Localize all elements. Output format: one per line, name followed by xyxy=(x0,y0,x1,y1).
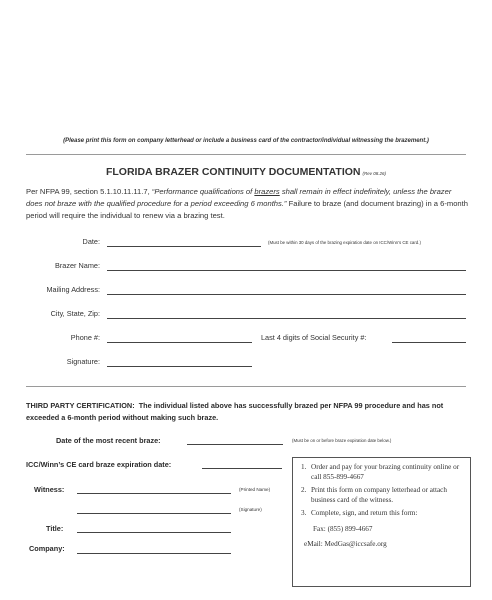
third-party-heading: THIRD PARTY CERTIFICATION: xyxy=(26,401,135,410)
intro-paragraph xyxy=(26,186,468,222)
quote-start: “Performance qualifications of xyxy=(151,187,255,196)
signature-label: Signature: xyxy=(66,357,100,366)
ssn-field[interactable] xyxy=(392,342,466,343)
signature-note: (Signature) xyxy=(239,507,262,512)
form-title-text: FLORIDA BRAZER CONTINUITY DOCUMENTATION xyxy=(105,166,361,178)
step-text: Order and pay for your brazing continuity online or call 855-899-4667 xyxy=(311,463,460,481)
witness-signature-field[interactable] xyxy=(77,513,231,514)
company-label: Company: xyxy=(29,544,65,553)
brazer-name-label: Brazer Name: xyxy=(54,261,100,270)
instruction-step-2 xyxy=(301,486,461,505)
revision-label: (Rev 08.26) xyxy=(362,171,387,176)
witness-label: Witness: xyxy=(34,485,65,494)
city-state-zip-label: City, State, Zip: xyxy=(50,309,100,318)
step-number: 2. xyxy=(301,486,307,494)
company-field[interactable] xyxy=(77,553,231,554)
fax-number: Fax: (855) 899-4667 xyxy=(313,525,373,533)
mailing-address-field[interactable] xyxy=(107,294,466,295)
brazer-name-field[interactable] xyxy=(107,270,466,271)
mailing-address-label: Mailing Address: xyxy=(46,285,100,294)
step-number: 3. xyxy=(301,509,307,517)
instruction-step-3 xyxy=(301,509,461,519)
intro-suffix: Failure to braze (and document brazing) in a 6-month period will require the individual to renew via a brazing test. xyxy=(26,199,468,220)
intro-prefix: Per NFPA 99, section 5.1.10.11.11.7, xyxy=(26,187,152,196)
date-label: Date: xyxy=(82,237,100,246)
ssn-label: Last 4 digits of Social Security #: xyxy=(261,333,367,342)
instructions-box xyxy=(292,457,471,587)
form-title xyxy=(0,166,492,178)
letterhead-note: (Please print this form on company letterhead or include a business card of the contractor/individual witnessing the brazement.) xyxy=(63,138,429,144)
step-text: Print this form on company letterhead or attach business card of the witness. xyxy=(311,486,447,504)
date-field[interactable] xyxy=(107,246,261,247)
section-divider xyxy=(26,386,466,387)
quote-underlined-word: brazers xyxy=(254,187,280,196)
title-field[interactable] xyxy=(77,532,231,533)
top-divider xyxy=(26,154,466,155)
printed-name-note: (Printed Name) xyxy=(239,487,271,492)
witness-printed-name-field[interactable] xyxy=(77,493,231,494)
phone-label: Phone #: xyxy=(70,333,100,342)
quote-end: shall remain in effect indefinitely, unless the brazer does not braze with the qualified procedure for a period exceeding 6 months.” xyxy=(26,187,452,208)
recent-braze-label: Date of the most recent braze: xyxy=(56,436,161,445)
step-number: 1. xyxy=(301,463,307,471)
recent-braze-field[interactable] xyxy=(187,444,283,445)
third-party-certification xyxy=(26,400,472,424)
email-address[interactable]: eMail: MedGas@iccsafe.org xyxy=(304,540,387,548)
third-party-text: The individual listed above has successfully brazed per NFPA 99 procedure and has not exceeded a 6-month period without making such braze. xyxy=(26,401,444,422)
phone-field[interactable] xyxy=(107,342,252,343)
city-state-zip-field[interactable] xyxy=(107,318,466,319)
step-text: Complete, sign, and return this form: xyxy=(311,509,418,517)
card-expiration-label: ICC/Winn’s CE card braze expiration date: xyxy=(26,460,172,469)
title-label: Title: xyxy=(46,524,64,533)
instruction-step-1 xyxy=(301,463,461,482)
recent-braze-note: (Must be on or before braze expiration date below.) xyxy=(292,438,392,443)
card-expiration-field[interactable] xyxy=(202,468,282,469)
signature-field[interactable] xyxy=(107,366,252,367)
date-note: (Must be within 30 days of the brazing expiration date on ICC/Winn’s CE card.) xyxy=(268,240,421,245)
instructions-list xyxy=(301,463,461,523)
